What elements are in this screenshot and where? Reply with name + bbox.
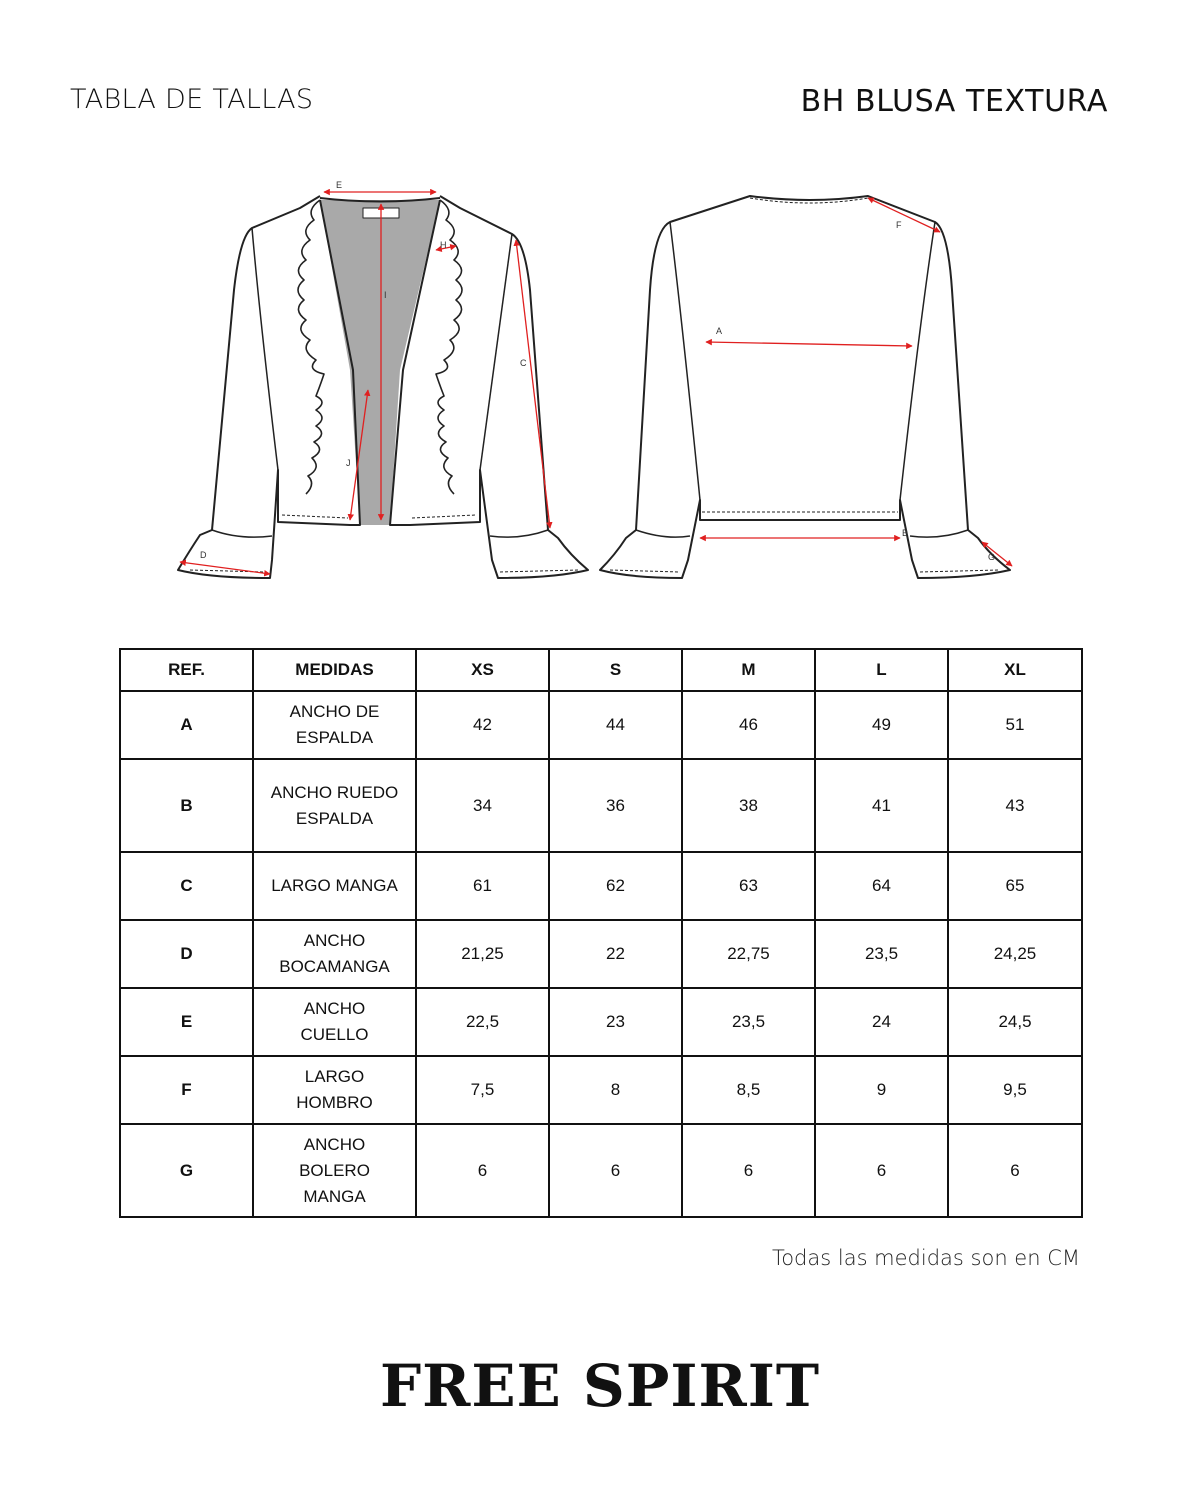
size-table	[119, 648, 1083, 1218]
measure-g	[982, 542, 1012, 566]
col-header-ref: REF.	[120, 649, 253, 691]
row-medida: LARGO HOMBRO	[253, 1056, 416, 1124]
cell-s: 44	[549, 691, 682, 759]
cell-xs: 22,5	[416, 988, 549, 1056]
row-medida: ANCHO RUEDO ESPALDA	[253, 759, 416, 852]
row-medida: ANCHO DE ESPALDA	[253, 691, 416, 759]
cell-xl: 9,5	[948, 1056, 1082, 1124]
cell-m: 38	[682, 759, 815, 852]
cell-xl: 24,5	[948, 988, 1082, 1056]
cell-xl: 51	[948, 691, 1082, 759]
col-header-m: M	[682, 649, 815, 691]
row-medida: LARGO MANGA	[253, 852, 416, 920]
row-ref: A	[120, 691, 253, 759]
label-d: D	[200, 550, 207, 560]
cell-l: 9	[815, 1056, 948, 1124]
table-row	[120, 920, 1082, 988]
label-b: B	[902, 528, 909, 538]
label-e: E	[336, 180, 343, 190]
measure-a	[706, 342, 912, 346]
label-c: C	[520, 358, 527, 368]
cell-l: 23,5	[815, 920, 948, 988]
row-ref: B	[120, 759, 253, 852]
col-header-xl: XL	[948, 649, 1082, 691]
row-ref: D	[120, 920, 253, 988]
row-medida: ANCHO BOCAMANGA	[253, 920, 416, 988]
cell-s: 22	[549, 920, 682, 988]
cell-m: 63	[682, 852, 815, 920]
back-view	[600, 196, 1010, 578]
cell-xs: 34	[416, 759, 549, 852]
col-header-xs: XS	[416, 649, 549, 691]
page-title: TABLA DE TALLAS	[70, 84, 314, 115]
row-ref: F	[120, 1056, 253, 1124]
cell-xl: 43	[948, 759, 1082, 852]
cell-l: 49	[815, 691, 948, 759]
table-row	[120, 1056, 1082, 1124]
table-row	[120, 1124, 1082, 1217]
table-header-row	[120, 649, 1082, 691]
front-view	[178, 196, 588, 578]
table-row	[120, 691, 1082, 759]
garment-sketch	[160, 170, 1040, 590]
units-note: Todas las medidas son en CM	[771, 1246, 1080, 1270]
cell-s: 8	[549, 1056, 682, 1124]
measurement-lines	[180, 192, 1012, 574]
cell-m: 23,5	[682, 988, 815, 1056]
cell-xs: 7,5	[416, 1056, 549, 1124]
cell-m: 8,5	[682, 1056, 815, 1124]
cell-m: 46	[682, 691, 815, 759]
row-ref: G	[120, 1124, 253, 1217]
cell-l: 24	[815, 988, 948, 1056]
cell-l: 64	[815, 852, 948, 920]
table-row	[120, 852, 1082, 920]
measure-f	[868, 198, 940, 232]
table-row	[120, 759, 1082, 852]
label-a: A	[716, 326, 723, 336]
cell-xs: 6	[416, 1124, 549, 1217]
label-h: H	[440, 240, 447, 250]
cell-s: 36	[549, 759, 682, 852]
cell-xs: 42	[416, 691, 549, 759]
cell-s: 23	[549, 988, 682, 1056]
brand-logo: FREE SPIRIT	[379, 1352, 821, 1420]
measure-c	[516, 240, 550, 528]
col-header-l: L	[815, 649, 948, 691]
cell-xs: 21,25	[416, 920, 549, 988]
cell-s: 62	[549, 852, 682, 920]
table-row	[120, 988, 1082, 1056]
row-ref: C	[120, 852, 253, 920]
cell-m: 22,75	[682, 920, 815, 988]
cell-l: 6	[815, 1124, 948, 1217]
row-ref: E	[120, 988, 253, 1056]
label-j: J	[346, 458, 351, 468]
cell-xl: 65	[948, 852, 1082, 920]
row-medida: ANCHO BOLERO MANGA	[253, 1124, 416, 1217]
row-medida: ANCHO CUELLO	[253, 988, 416, 1056]
product-title: BH BLUSA TEXTURA	[800, 84, 1108, 119]
col-header-s: S	[549, 649, 682, 691]
label-g: G	[988, 552, 996, 562]
cell-m: 6	[682, 1124, 815, 1217]
cell-l: 41	[815, 759, 948, 852]
cell-xs: 61	[416, 852, 549, 920]
col-header-medidas: MEDIDAS	[253, 649, 416, 691]
cell-xl: 24,25	[948, 920, 1082, 988]
cell-xl: 6	[948, 1124, 1082, 1217]
label-f: F	[896, 220, 902, 230]
cell-s: 6	[549, 1124, 682, 1217]
label-i: I	[384, 290, 387, 300]
